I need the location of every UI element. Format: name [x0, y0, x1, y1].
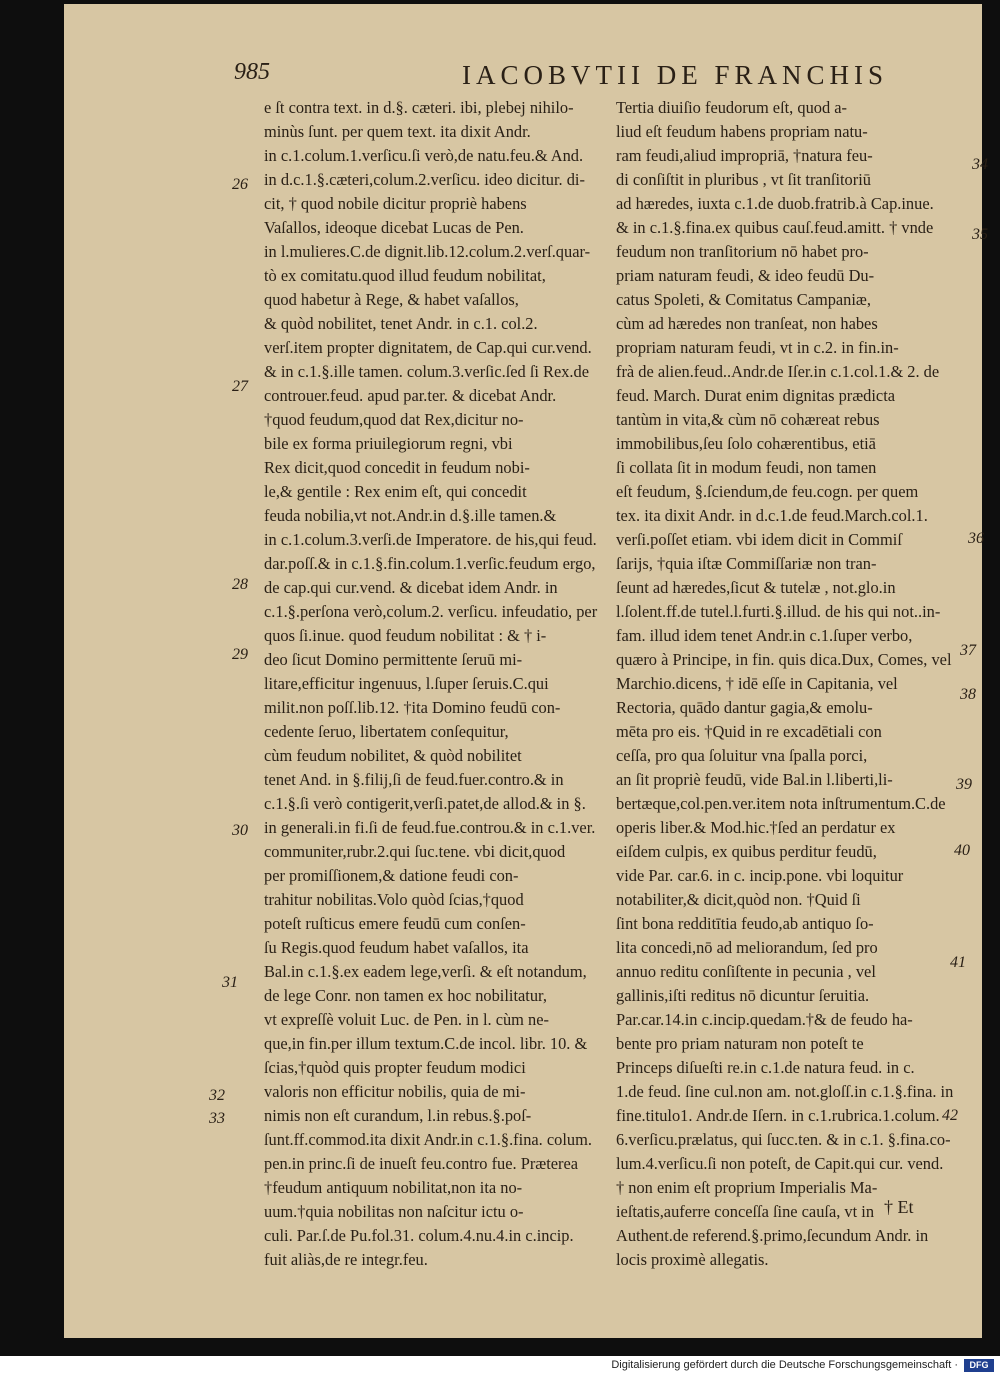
- margin-number-left: 28: [232, 576, 248, 593]
- text-line: & quòd nobilitet, tenet Andr. in c.1. col.2.: [264, 314, 538, 333]
- text-line: eiſdem culpis, ex quibus perditur feudū,: [616, 842, 877, 861]
- text-line: locis proximè allegatis.: [616, 1250, 769, 1269]
- text-line: Bal.in c.1.§.ex eadem lege,verſi. & eſt notandum,: [264, 962, 587, 981]
- text-line: valoris non efficitur nobilis, quia de mi-: [264, 1082, 526, 1101]
- text-line: & in c.1.§.ille tamen. colum.3.verſic.ſed ſi Rex.de: [264, 362, 589, 381]
- text-line: cedente ſeruo, libertatem conſequitur,: [264, 722, 509, 741]
- text-line: ſunt.ff.commod.ita dixit Andr.in c.1.§.fina. colum.: [264, 1130, 592, 1149]
- text-line: 6.verſicu.prælatus, qui ſucc.ten. & in c.1. §.fina.co-: [616, 1130, 951, 1149]
- text-line: c.1.§.perſona verò,colum.2. verſicu. infeudatio, per: [264, 602, 598, 621]
- text-line: liud eſt feudum habens propriam natu-: [616, 122, 868, 141]
- text-line: eſt feudum, §.ſciendum,de feu.cogn. per quem: [616, 482, 919, 501]
- margin-number-right: 35: [972, 226, 988, 243]
- book-page: [64, 4, 988, 1338]
- text-line: operis liber.& Mod.hic.†ſed an perdatur ex: [616, 818, 896, 837]
- text-line: Authent.de referend.§.primo,ſecundum Andr. in: [616, 1226, 929, 1245]
- catchword: † Et: [884, 1197, 914, 1217]
- digitization-footer: [0, 1356, 1000, 1375]
- text-line: que,in fin.per illum textum.C.de incol. libr. 10. &: [264, 1034, 588, 1053]
- margin-number-left: 29: [232, 646, 248, 663]
- text-line: verſ.item propter dignitatem, de Cap.qui cur.vend.: [264, 338, 592, 357]
- text-line: de lege Conr. non tamen ex hoc nobilitatur,: [264, 986, 547, 1005]
- text-line: an ſit propriè feudū, vide Bal.in l.liberti,li-: [616, 770, 893, 789]
- text-line: feud. March. Durat enim dignitas prædicta: [616, 386, 896, 405]
- text-line: vt expreſſè voluit Luc. de Pen. in l. cùm ne-: [264, 1010, 549, 1029]
- text-line: feudum non tranſitorium nō habet pro-: [616, 242, 869, 261]
- text-line: cùm ad hæredes non tranſeat, non habes: [616, 314, 878, 333]
- text-line: litare,efficitur ingenuus, l.ſuper ſeruis.C.qui: [264, 674, 549, 693]
- margin-number-right: 39: [956, 776, 972, 793]
- text-line: feuda nobilia,vt not.Andr.in d.§.ille tamen.&: [264, 506, 557, 525]
- text-line: †feudum antiquum nobilitat,non ita no-: [264, 1178, 523, 1197]
- text-line: ieſtatis,auferre conceſſa ſine cauſa, vt in: [616, 1202, 875, 1221]
- text-line: cùm feudum nobilitet, & quòd nobilitet: [264, 746, 522, 765]
- text-line: Marchio.dicens, † idē eſſe in Capitania, vel: [616, 674, 898, 693]
- text-line: bente pro priam naturam non poteſt te: [616, 1034, 864, 1053]
- text-line: fine.titulo1. Andr.de Iſern. in c.1.rubrica.1.colum.: [616, 1106, 940, 1125]
- left-text-column: [264, 96, 609, 1272]
- text-line: tò ex comitatu.quod illud feudum nobilitat,: [264, 266, 546, 285]
- text-line: frà de alien.feud..Andr.de Iſer.in c.1.col.1.& 2. de: [616, 362, 940, 381]
- text-line: propriam naturam feudi, vt in c.2. in fin.in-: [616, 338, 899, 357]
- text-line: tenet And. in §.filij,ſi de feud.fuer.contro.& in: [264, 770, 564, 789]
- text-line: Par.car.14.in c.incip.quedam.†& de feudo ha-: [616, 1010, 913, 1029]
- text-line: poteſt ruſticus emere feudū cum conſen-: [264, 914, 526, 933]
- text-line: in c.1.colum.1.verſicu.ſi verò,de natu.feu.& And.: [264, 146, 584, 165]
- text-line: de cap.qui cur.vend. & dicebat idem Andr. in: [264, 578, 558, 597]
- text-line: dar.poſſ.& in c.1.§.fin.colum.1.verſic.feudum ergo,: [264, 554, 596, 573]
- text-line: in d.c.1.§.cæteri,colum.2.verſicu. ideo dicitur. di-: [264, 170, 585, 189]
- margin-number-right: 38: [960, 686, 976, 703]
- text-line: ad hæredes, iuxta c.1.de duob.fratrib.à Cap.inue.: [616, 194, 934, 213]
- text-line: nimis non eſt curandum, l.in rebus.§.poſ-: [264, 1106, 532, 1125]
- margin-number-right: 41: [950, 954, 966, 971]
- text-line: culi. Par.ſ.de Pu.fol.31. colum.4.nu.4.in c.incip.: [264, 1226, 574, 1245]
- text-line: ceſſa, pro qua ſoluitur vna ſpalla porci,: [616, 746, 868, 765]
- margin-number-left: 26: [232, 176, 248, 193]
- text-line: di conſiſtit in pluribus , vt ſit tranſitoriū: [616, 170, 871, 189]
- text-line: communiter,rubr.2.qui ſuc.tene. vbi dicit,quod: [264, 842, 566, 861]
- text-line: ſi collata ſit in modum feudi, non tamen: [616, 458, 877, 477]
- margin-number-right: 40: [954, 842, 970, 859]
- footer-credit: Digitalisierung gefördert durch die Deutsche Forschungsgemeinschaft ·: [611, 1359, 958, 1371]
- text-line: minùs ſunt. per quem text. ita dixit Andr.: [264, 122, 531, 141]
- text-line: in generali.in fi.ſi de feud.fue.controu.& in c.1.ver.: [264, 818, 596, 837]
- text-line: controuer.feud. apud par.ter. & dicebat Andr.: [264, 386, 557, 405]
- text-line: ram feudi,aliud impropriā, †natura feu-: [616, 146, 873, 165]
- margin-number-left: 33: [209, 1110, 225, 1127]
- text-line: quos ſi.inue. quod feudum nobilitat : & † i-: [264, 626, 547, 645]
- text-line: priam naturam feudi, & ideo feudū Du-: [616, 266, 875, 285]
- text-line: ſarijs, †quia iſtæ Commiſſariæ non tran-: [616, 554, 877, 573]
- text-line: annuo reditu conſiſtente in pecunia , vel: [616, 962, 876, 981]
- text-line: uum.†quia nobilitas non naſcitur ictu o-: [264, 1202, 524, 1221]
- margin-number-left: 31: [222, 974, 238, 991]
- text-line: †quod feudum,quod dat Rex,dicitur no-: [264, 410, 524, 429]
- text-line: ſcias,†quòd quis propter feudum modici: [264, 1058, 526, 1077]
- text-line: pen.in princ.ſi de inueſt feu.contro fue. Præterea: [264, 1154, 579, 1173]
- right-text-column: [616, 96, 961, 1272]
- running-head: IACOBVTII DE FRANCHIS: [462, 60, 889, 90]
- text-line: mēta pro eis. †Quid in re excadētiali con: [616, 722, 882, 741]
- text-line: c.1.§.ſi verò contigerit,verſi.patet,de allod.& in §.: [264, 794, 586, 813]
- text-line: ſu Regis.quod feudum habet vaſallos, ita: [264, 938, 529, 957]
- dfg-logo: DFG: [964, 1359, 994, 1372]
- text-line: catus Spoleti, & Comitatus Campaniæ,: [616, 290, 871, 309]
- text-line: l.ſolent.ff.de tutel.l.furti.§.illud. de his qui not..in-: [616, 602, 941, 621]
- text-line: trahitur nobilitas.Volo quòd ſcias,†quod: [264, 890, 524, 909]
- text-line: vide Par. car.6. in c. incip.pone. vbi loquitur: [616, 866, 904, 885]
- text-line: fuit aliàs,de re integr.feu.: [264, 1250, 428, 1269]
- text-line: quæro à Principe, in fin. quis dica.Dux, Comes, vel: [616, 650, 952, 669]
- text-line: & in c.1.§.fina.ex quibus cauſ.feud.amitt. † vnde: [616, 218, 934, 237]
- margin-number-right: 42: [942, 1107, 958, 1124]
- text-line: bertæque,col.pen.ver.item nota inſtrumentum.C.de: [616, 794, 946, 813]
- text-line: notabiliter,& dicit,quòd non. †Quid ſi: [616, 890, 861, 909]
- text-line: in c.1.colum.3.verſi.de Imperatore. de his,qui feud.: [264, 530, 597, 549]
- text-line: quod habetur à Rege, & habet vaſallos,: [264, 290, 519, 309]
- text-line: ſeunt ad hæredes,ſicut & tutelæ , not.glo.in: [616, 578, 896, 597]
- text-line: milit.non poſſ.lib.12. †ita Domino feudū con-: [264, 698, 561, 717]
- text-line: cit, † quod nobile dicitur propriè habens: [264, 194, 527, 213]
- text-line: tantùm in vita,& cùm nō cohæreat rebus: [616, 410, 880, 429]
- text-line: Princeps diſueſti re.in c.1.de natura feud. in c.: [616, 1058, 915, 1077]
- text-line: le,& gentile : Rex enim eſt, qui concedit: [264, 482, 527, 501]
- text-line: tex. ita dixit Andr. in d.c.1.de feud.March.col.1.: [616, 506, 928, 525]
- margin-number-left: 27: [232, 378, 248, 395]
- text-line: lita concedi,nō ad meliorandum, ſed pro: [616, 938, 878, 957]
- text-line: 1.de feud. ſine cul.non am. not.gloſſ.in c.1.§.fina. in: [616, 1082, 954, 1101]
- text-line: Tertia diuiſio feudorum eſt, quod a-: [616, 98, 847, 117]
- text-line: Rectoria, quādo dantur gagia,& emolu-: [616, 698, 873, 717]
- text-line: bile ex forma priuilegiorum regni, vbi: [264, 434, 513, 453]
- text-line: gallinis,iſti reditus nō dicuntur ſeruitia.: [616, 986, 870, 1005]
- margin-number-right: 36: [968, 530, 984, 547]
- text-line: fam. illud idem tenet Andr.in c.1.ſuper verbo,: [616, 626, 913, 645]
- margin-number-right: 34: [972, 156, 988, 173]
- margin-number-left: 32: [209, 1087, 225, 1104]
- text-line: Rex dicit,quod concedit in feudum nobi-: [264, 458, 530, 477]
- margin-number-left: 30: [232, 822, 248, 839]
- margin-number-right: 37: [960, 642, 976, 659]
- text-line: lum.4.verſicu.ſi non poteſt, de Capit.qui cur. vend.: [616, 1154, 944, 1173]
- page-number: 985: [234, 59, 270, 85]
- text-line: deo ſicut Domino permittente ſeruū mi-: [264, 650, 523, 669]
- text-line: ſint bona redditītia feudo,ab antiquo ſo-: [616, 914, 874, 933]
- text-line: verſi.poſſet etiam. vbi idem dicit in Commiſ: [616, 530, 902, 549]
- text-line: † non enim eſt proprium Imperialis Ma-: [616, 1178, 878, 1197]
- text-line: immobilibus,ſeu ſolo cohærentibus, etiā: [616, 434, 876, 453]
- text-line: in l.mulieres.C.de dignit.lib.12.colum.2.verſ.quar-: [264, 242, 591, 261]
- text-line: per promiſſionem,& datione feudi con-: [264, 866, 519, 885]
- text-line: e ſt contra text. in d.§. cæteri. ibi, plebej nihilo-: [264, 98, 574, 117]
- text-line: Vaſallos, ideoque dicebat Lucas de Pen.: [264, 218, 524, 237]
